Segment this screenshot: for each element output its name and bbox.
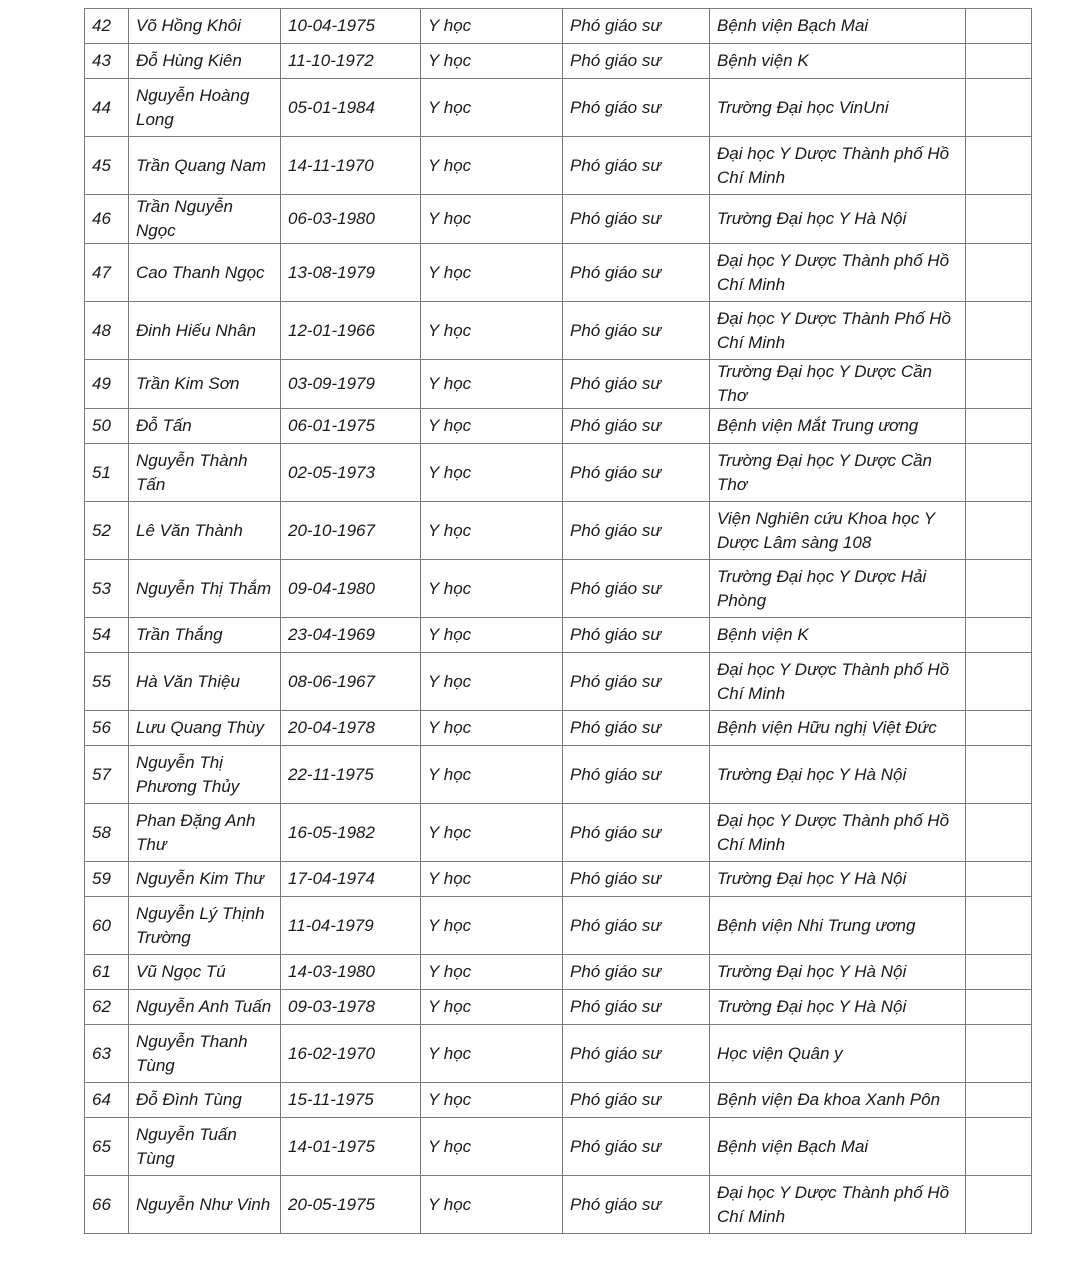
birth-date-cell: 17-04-1974: [281, 862, 421, 897]
row-number-cell: 60: [85, 897, 129, 955]
full-name-cell: Đỗ Đình Tùng: [129, 1083, 281, 1118]
full-name-cell: Nguyễn Thị Phương Thủy: [129, 746, 281, 804]
birth-date-cell: 11-04-1979: [281, 897, 421, 955]
row-number-cell: 42: [85, 9, 129, 44]
academic-title-cell: Phó giáo sư: [563, 711, 710, 746]
row-number-cell: 63: [85, 1025, 129, 1083]
academic-title-cell: Phó giáo sư: [563, 302, 710, 360]
notes-cell: [966, 502, 1032, 560]
table-row: [85, 502, 1032, 560]
table-row: [85, 618, 1032, 653]
field-cell: Y học: [421, 137, 563, 195]
table-row: [85, 1176, 1032, 1234]
field-cell: Y học: [421, 560, 563, 618]
row-number-cell: 52: [85, 502, 129, 560]
institution-cell: Đại học Y Dược Thành phố Hồ Chí Minh: [710, 804, 966, 862]
academic-title-cell: Phó giáo sư: [563, 502, 710, 560]
full-name-cell: Nguyễn Thành Tấn: [129, 444, 281, 502]
full-name-cell: Trần Kim Sơn: [129, 360, 281, 409]
institution-cell: Bệnh viện Bạch Mai: [710, 9, 966, 44]
table-row: [85, 195, 1032, 244]
academic-title-cell: Phó giáo sư: [563, 746, 710, 804]
field-cell: Y học: [421, 1176, 563, 1234]
row-number-cell: 57: [85, 746, 129, 804]
full-name-cell: Võ Hồng Khôi: [129, 9, 281, 44]
candidate-table-body: [85, 9, 1032, 1234]
field-cell: Y học: [421, 653, 563, 711]
field-cell: Y học: [421, 711, 563, 746]
birth-date-cell: 23-04-1969: [281, 618, 421, 653]
row-number-cell: 49: [85, 360, 129, 409]
full-name-cell: Đỗ Tấn: [129, 409, 281, 444]
institution-cell: Trường Đại học Y Hà Nội: [710, 862, 966, 897]
institution-cell: Bệnh viện Nhi Trung ương: [710, 897, 966, 955]
birth-date-cell: 22-11-1975: [281, 746, 421, 804]
institution-cell: Đại học Y Dược Thành phố Hồ Chí Minh: [710, 1176, 966, 1234]
academic-title-cell: Phó giáo sư: [563, 653, 710, 711]
institution-cell: Trường Đại học Y Hà Nội: [710, 746, 966, 804]
institution-cell: Trường Đại học Y Hà Nội: [710, 990, 966, 1025]
field-cell: Y học: [421, 1025, 563, 1083]
row-number-cell: 56: [85, 711, 129, 746]
field-cell: Y học: [421, 502, 563, 560]
birth-date-cell: 20-10-1967: [281, 502, 421, 560]
full-name-cell: Nguyễn Thị Thắm: [129, 560, 281, 618]
row-number-cell: 59: [85, 862, 129, 897]
field-cell: Y học: [421, 897, 563, 955]
row-number-cell: 51: [85, 444, 129, 502]
institution-cell: Đại học Y Dược Thành phố Hồ Chí Minh: [710, 244, 966, 302]
notes-cell: [966, 360, 1032, 409]
academic-title-cell: Phó giáo sư: [563, 360, 710, 409]
academic-title-cell: Phó giáo sư: [563, 409, 710, 444]
notes-cell: [966, 79, 1032, 137]
institution-cell: Trường Đại học Y Dược Cần Thơ: [710, 360, 966, 409]
birth-date-cell: 20-05-1975: [281, 1176, 421, 1234]
table-row: [85, 302, 1032, 360]
institution-cell: Đại học Y Dược Thành Phố Hồ Chí Minh: [710, 302, 966, 360]
row-number-cell: 48: [85, 302, 129, 360]
academic-title-cell: Phó giáo sư: [563, 1083, 710, 1118]
notes-cell: [966, 711, 1032, 746]
table-row: [85, 746, 1032, 804]
full-name-cell: Lưu Quang Thùy: [129, 711, 281, 746]
table-row: [85, 711, 1032, 746]
full-name-cell: Nguyễn Như Vinh: [129, 1176, 281, 1234]
birth-date-cell: 15-11-1975: [281, 1083, 421, 1118]
birth-date-cell: 16-02-1970: [281, 1025, 421, 1083]
academic-title-cell: Phó giáo sư: [563, 618, 710, 653]
field-cell: Y học: [421, 746, 563, 804]
notes-cell: [966, 1083, 1032, 1118]
institution-cell: Bệnh viện Hữu nghị Việt Đức: [710, 711, 966, 746]
table-row: [85, 653, 1032, 711]
notes-cell: [966, 444, 1032, 502]
academic-title-cell: Phó giáo sư: [563, 897, 710, 955]
academic-title-cell: Phó giáo sư: [563, 137, 710, 195]
row-number-cell: 66: [85, 1176, 129, 1234]
table-row: [85, 9, 1032, 44]
notes-cell: [966, 746, 1032, 804]
institution-cell: Trường Đại học Y Hà Nội: [710, 955, 966, 990]
academic-title-cell: Phó giáo sư: [563, 444, 710, 502]
table-row: [85, 1025, 1032, 1083]
institution-cell: Viện Nghiên cứu Khoa học Y Dược Lâm sàng 108: [710, 502, 966, 560]
institution-cell: Đại học Y Dược Thành phố Hồ Chí Minh: [710, 653, 966, 711]
table-row: [85, 444, 1032, 502]
table-row: [85, 897, 1032, 955]
notes-cell: [966, 990, 1032, 1025]
academic-title-cell: Phó giáo sư: [563, 804, 710, 862]
table-row: [85, 804, 1032, 862]
full-name-cell: Trần Thắng: [129, 618, 281, 653]
notes-cell: [966, 560, 1032, 618]
full-name-cell: Cao Thanh Ngọc: [129, 244, 281, 302]
institution-cell: Bệnh viện Bạch Mai: [710, 1118, 966, 1176]
field-cell: Y học: [421, 409, 563, 444]
table-row: [85, 44, 1032, 79]
notes-cell: [966, 195, 1032, 244]
birth-date-cell: 06-01-1975: [281, 409, 421, 444]
academic-title-cell: Phó giáo sư: [563, 195, 710, 244]
full-name-cell: Nguyễn Tuấn Tùng: [129, 1118, 281, 1176]
birth-date-cell: 11-10-1972: [281, 44, 421, 79]
birth-date-cell: 16-05-1982: [281, 804, 421, 862]
field-cell: Y học: [421, 44, 563, 79]
field-cell: Y học: [421, 1083, 563, 1118]
row-number-cell: 50: [85, 409, 129, 444]
field-cell: Y học: [421, 862, 563, 897]
birth-date-cell: 02-05-1973: [281, 444, 421, 502]
notes-cell: [966, 244, 1032, 302]
row-number-cell: 53: [85, 560, 129, 618]
full-name-cell: Hà Văn Thiệu: [129, 653, 281, 711]
academic-title-cell: Phó giáo sư: [563, 862, 710, 897]
academic-title-cell: Phó giáo sư: [563, 990, 710, 1025]
full-name-cell: Trần Quang Nam: [129, 137, 281, 195]
notes-cell: [966, 897, 1032, 955]
table-row: [85, 862, 1032, 897]
row-number-cell: 54: [85, 618, 129, 653]
field-cell: Y học: [421, 79, 563, 137]
institution-cell: Trường Đại học VinUni: [710, 79, 966, 137]
field-cell: Y học: [421, 302, 563, 360]
full-name-cell: Nguyễn Thanh Tùng: [129, 1025, 281, 1083]
institution-cell: Bệnh viện Mắt Trung ương: [710, 409, 966, 444]
field-cell: Y học: [421, 244, 563, 302]
table-row: [85, 137, 1032, 195]
birth-date-cell: 14-11-1970: [281, 137, 421, 195]
birth-date-cell: 09-04-1980: [281, 560, 421, 618]
notes-cell: [966, 302, 1032, 360]
full-name-cell: Lê Văn Thành: [129, 502, 281, 560]
notes-cell: [966, 1025, 1032, 1083]
table-row: [85, 1118, 1032, 1176]
row-number-cell: 45: [85, 137, 129, 195]
birth-date-cell: 20-04-1978: [281, 711, 421, 746]
notes-cell: [966, 618, 1032, 653]
birth-date-cell: 05-01-1984: [281, 79, 421, 137]
notes-cell: [966, 653, 1032, 711]
birth-date-cell: 09-03-1978: [281, 990, 421, 1025]
row-number-cell: 43: [85, 44, 129, 79]
institution-cell: Trường Đại học Y Dược Hải Phòng: [710, 560, 966, 618]
academic-title-cell: Phó giáo sư: [563, 44, 710, 79]
full-name-cell: Trần Nguyễn Ngọc: [129, 195, 281, 244]
academic-title-cell: Phó giáo sư: [563, 955, 710, 990]
row-number-cell: 64: [85, 1083, 129, 1118]
notes-cell: [966, 44, 1032, 79]
row-number-cell: 65: [85, 1118, 129, 1176]
institution-cell: Bệnh viện Đa khoa Xanh Pôn: [710, 1083, 966, 1118]
table-row: [85, 560, 1032, 618]
notes-cell: [966, 1118, 1032, 1176]
row-number-cell: 58: [85, 804, 129, 862]
notes-cell: [966, 409, 1032, 444]
field-cell: Y học: [421, 1118, 563, 1176]
table-row: [85, 79, 1032, 137]
field-cell: Y học: [421, 360, 563, 409]
institution-cell: Bệnh viện K: [710, 618, 966, 653]
table-row: [85, 955, 1032, 990]
birth-date-cell: 03-09-1979: [281, 360, 421, 409]
table-row: [85, 244, 1032, 302]
full-name-cell: Vũ Ngọc Tú: [129, 955, 281, 990]
academic-title-cell: Phó giáo sư: [563, 9, 710, 44]
academic-title-cell: Phó giáo sư: [563, 1176, 710, 1234]
notes-cell: [966, 1176, 1032, 1234]
table-row: [85, 360, 1032, 409]
row-number-cell: 62: [85, 990, 129, 1025]
birth-date-cell: 14-01-1975: [281, 1118, 421, 1176]
full-name-cell: Nguyễn Kim Thư: [129, 862, 281, 897]
academic-title-cell: Phó giáo sư: [563, 560, 710, 618]
field-cell: Y học: [421, 195, 563, 244]
institution-cell: Đại học Y Dược Thành phố Hồ Chí Minh: [710, 137, 966, 195]
notes-cell: [966, 955, 1032, 990]
notes-cell: [966, 804, 1032, 862]
birth-date-cell: 10-04-1975: [281, 9, 421, 44]
table-row: [85, 409, 1032, 444]
academic-title-cell: Phó giáo sư: [563, 1118, 710, 1176]
birth-date-cell: 13-08-1979: [281, 244, 421, 302]
full-name-cell: Đỗ Hùng Kiên: [129, 44, 281, 79]
birth-date-cell: 06-03-1980: [281, 195, 421, 244]
notes-cell: [966, 9, 1032, 44]
candidate-table: [84, 8, 1032, 1234]
birth-date-cell: 12-01-1966: [281, 302, 421, 360]
table-row: [85, 1083, 1032, 1118]
full-name-cell: Nguyễn Anh Tuấn: [129, 990, 281, 1025]
institution-cell: Học viện Quân y: [710, 1025, 966, 1083]
row-number-cell: 47: [85, 244, 129, 302]
row-number-cell: 61: [85, 955, 129, 990]
notes-cell: [966, 137, 1032, 195]
field-cell: Y học: [421, 804, 563, 862]
full-name-cell: Nguyễn Hoàng Long: [129, 79, 281, 137]
row-number-cell: 46: [85, 195, 129, 244]
field-cell: Y học: [421, 990, 563, 1025]
institution-cell: Trường Đại học Y Dược Cần Thơ: [710, 444, 966, 502]
row-number-cell: 55: [85, 653, 129, 711]
row-number-cell: 44: [85, 79, 129, 137]
notes-cell: [966, 862, 1032, 897]
field-cell: Y học: [421, 618, 563, 653]
academic-title-cell: Phó giáo sư: [563, 244, 710, 302]
birth-date-cell: 14-03-1980: [281, 955, 421, 990]
institution-cell: Trường Đại học Y Hà Nội: [710, 195, 966, 244]
full-name-cell: Nguyễn Lý Thịnh Trường: [129, 897, 281, 955]
field-cell: Y học: [421, 955, 563, 990]
field-cell: Y học: [421, 444, 563, 502]
academic-title-cell: Phó giáo sư: [563, 1025, 710, 1083]
academic-title-cell: Phó giáo sư: [563, 79, 710, 137]
table-row: [85, 990, 1032, 1025]
birth-date-cell: 08-06-1967: [281, 653, 421, 711]
full-name-cell: Phan Đặng Anh Thư: [129, 804, 281, 862]
institution-cell: Bệnh viện K: [710, 44, 966, 79]
field-cell: Y học: [421, 9, 563, 44]
full-name-cell: Đinh Hiếu Nhân: [129, 302, 281, 360]
